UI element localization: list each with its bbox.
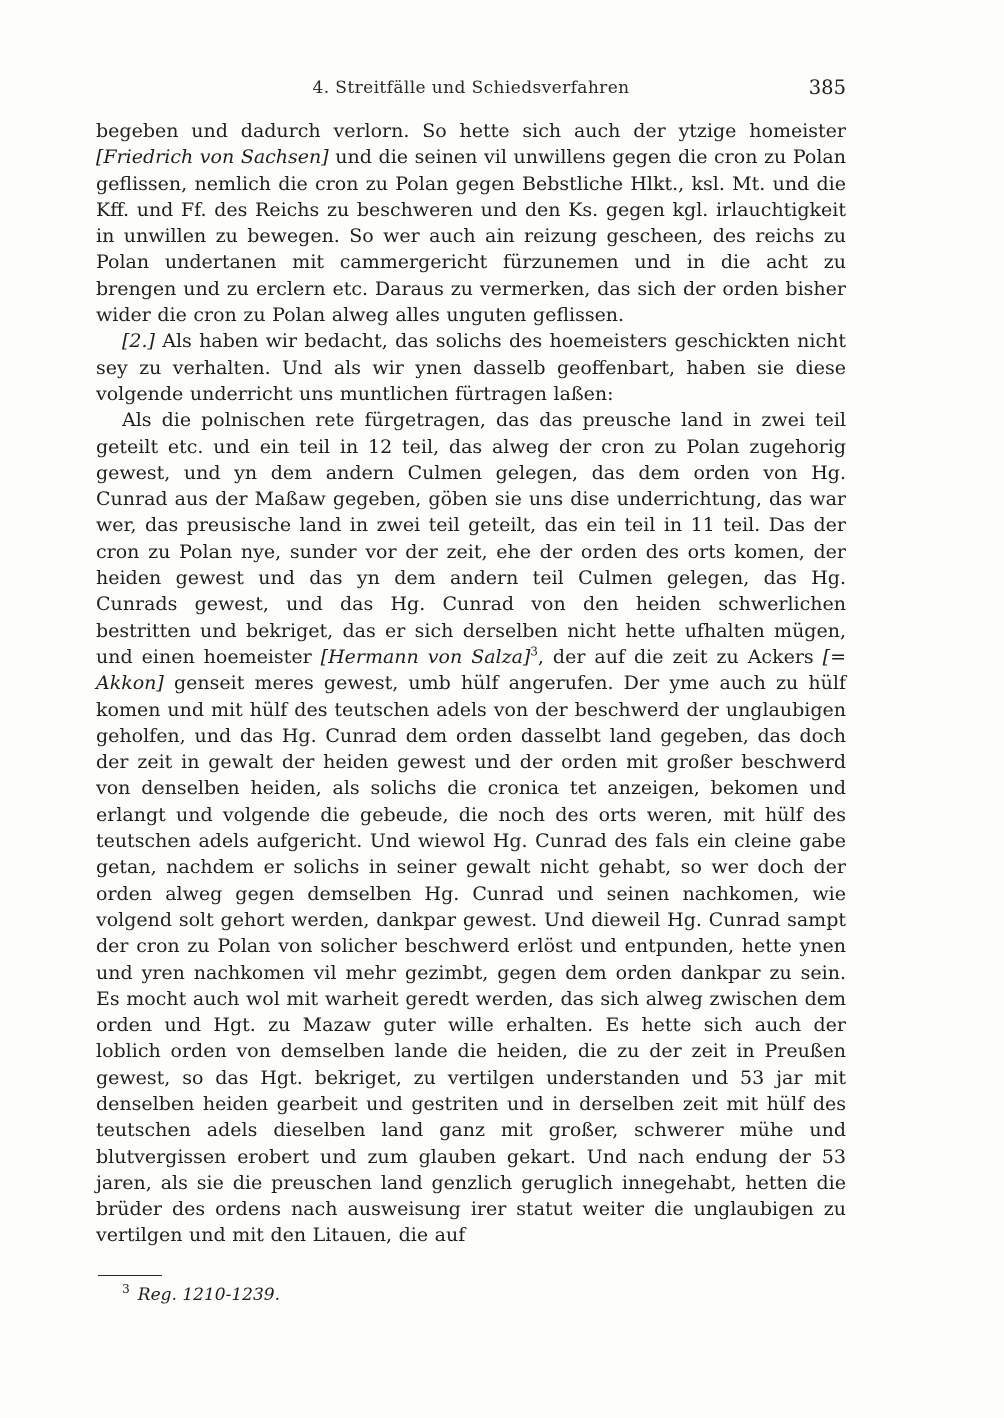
footnote-divider <box>98 1275 162 1276</box>
footnote-reference: 3 <box>530 644 538 659</box>
text-run: Als die polnischen rete fürgetragen, das das preusche land in zwei teil geteilt etc. und ein teil in 12 teil, das alweg der cron zu Polan zugehorig gewest, und yn dem andern Culmen gelegen, das dem orden von Hg. Cunrad aus der Maßaw gegeben, göben sie uns dise underrichtung, das war wer, das preusische land in zwei teil geteilt, das ein teil in 11 teil. Das der cron zu Polan nye, sunder vor der zeit, ehe der orden des orts komen, der heiden gewest und das yn dem andern teil Culmen gelegen, das Hg. Cunrads gewest, und das Hg. Cunrad von den heiden schwerlichen bestritten und bekriget, das er sich derselben nicht hette ufhalten mügen, und einen hoemeister <box>96 409 846 668</box>
editorial-note: [Friedrich von Sachsen] <box>96 146 329 169</box>
paragraph <box>96 407 846 1249</box>
page-header <box>96 78 846 102</box>
text-run: genseit meres gewest, umb hülf angerufen. Der yme auch zu hülf komen und mit hülf des teutschen adels von der beschwerd der unglaubigen geholfen, und das Hg. Cunrad dem orden dasselbt land gegeben, das doch der zeit in gewalt der heiden gewest und der orden mit großer beschwerd von denselben heiden, als solichs die cronica tet anzeigen, bekomen und erlangt und volgende die gebeude, die noch des orts weren, mit hülf des teutschen adels aufgericht. Und wiewol Hg. Cunrad des fals ein cleine gabe getan, nachdem er solichs in seiner gewalt nicht gehabt, so wer doch der orden alweg gegen demselben Hg. Cunrad und seinen nachkomen, wie volgend solt gehort werden, dankpar gewest. Und dieweil Hg. Cunrad sampt der cron zu Polan von solicher beschwerd erlöst und entpunden, hette ynen und yren nachkomen vil mehr gezimbt, gegen dem orden dankpar zu sein. Es mocht auch wol mit warheit geredt werden, das sich alweg zwischen dem orden und Hgt. zu Mazaw guter wille erhalten. Es hette sich auch der loblich orden von demselben lande die heiden, die zu der zeit in Preußen gewest, so das Hgt. bekriget, zu vertilgen understanden und 53 jar mit denselben heiden gearbeit und gestriten und in derselben zeit mit hülf des teutschen adels dieselben land ganz mit großer, schwerer mühe und blutvergissen erobert und zum glauben gekart. Und nach endung der 53 jaren, als sie die preuschen land genzlich geruglich innegehabt, hetten die brüder des ordens nach ausweisung irer statut weiter die unglaubigen zu vertilgen und mit den Litauen, die auf <box>96 672 846 1247</box>
paragraph <box>96 328 846 407</box>
text-run: begeben und dadurch verlorn. So hette sich auch der ytzige homeister <box>96 120 846 142</box>
body-text <box>96 118 846 1249</box>
editorial-note: [= Akkon] <box>96 645 846 695</box>
editorial-note: [2.] <box>122 330 155 353</box>
editorial-note: [Hermann von Salza] <box>320 645 531 668</box>
footnote-area <box>96 1275 846 1306</box>
text-run: Als haben wir bedacht, das solichs des hoemeisters geschickten nicht sey zu verhalten. Und als wir ynen dasselb geoffenbart, haben sie diese volgende underricht uns muntlichen fürtragen laßen: <box>96 330 846 405</box>
footnote-marker: 3 <box>122 1282 130 1297</box>
footnote <box>96 1284 846 1306</box>
text-run: , der auf die zeit zu Ackers <box>537 645 823 668</box>
text-run: und die seinen vil unwillens gegen die cron zu Polan geflissen, nemlich die cron zu Polan gegen Bebstliche Hlkt., ksl. Mt. und die Kff. und Ff. des Reichs zu beschweren und den Ks. gegen kgl. irlauchtigkeit in unwillen zu bewegen. So wer auch ain reizung gescheen, des reichs zu Polan undertanen mit cammergericht fürzunemen und in die acht zu brengen und zu erclern etc. Daraus zu vermerken, das sich der orden bisher wider die cron zu Polan alweg alles unguten geflissen. <box>96 146 846 327</box>
page-number: 385 <box>808 76 846 99</box>
paragraph <box>96 118 846 328</box>
footnote-text: Reg. 1210-1239. <box>137 1284 281 1305</box>
running-title: 4. Streitfälle und Schiedsverfahren <box>312 78 630 98</box>
